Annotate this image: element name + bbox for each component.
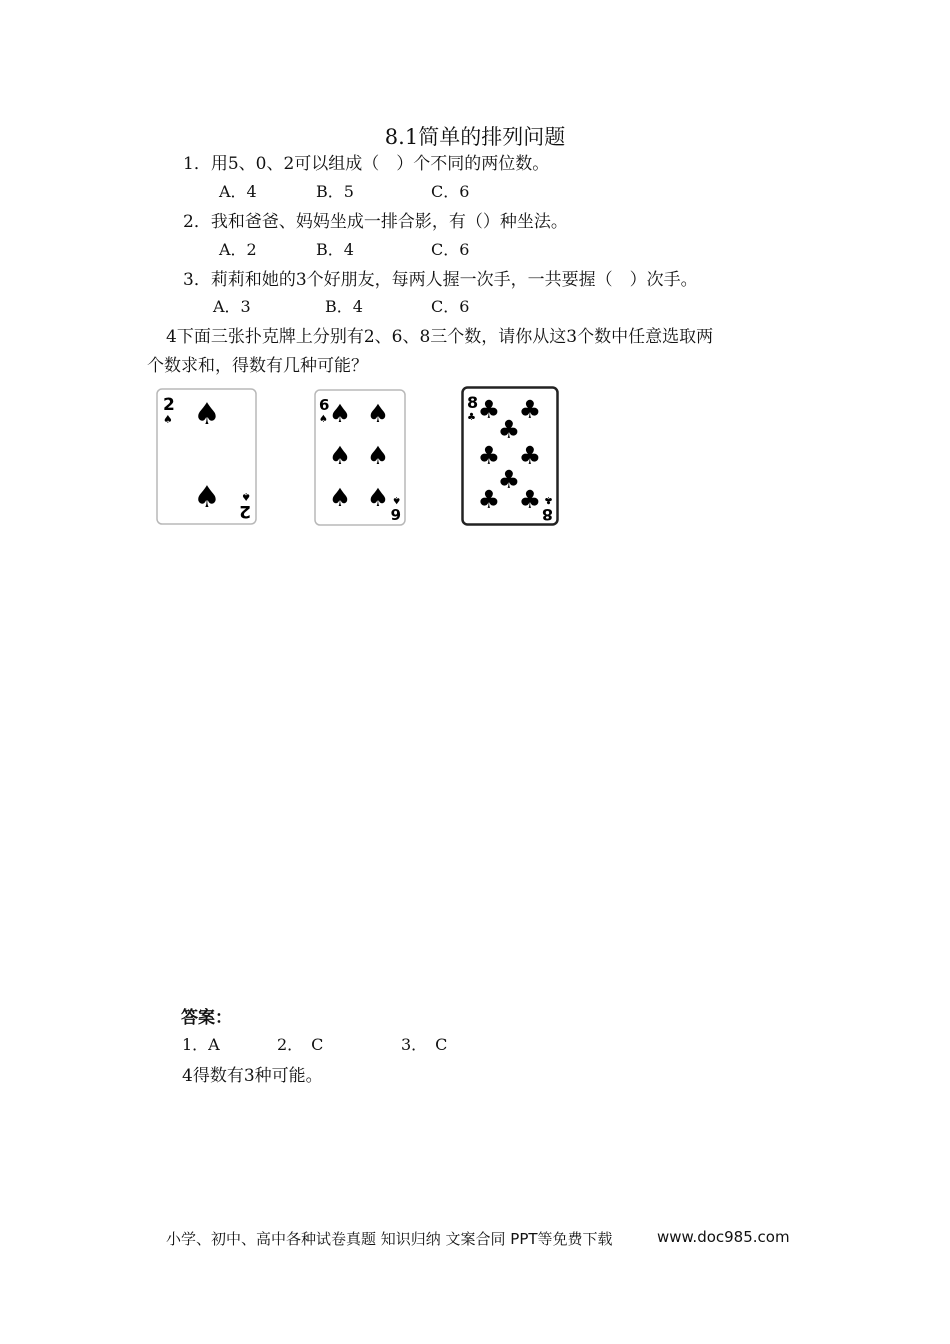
card-2-spade-icon: ♠ bbox=[328, 399, 352, 428]
card-3-club-icon: ♣ bbox=[497, 415, 521, 444]
card-2-spade-icon: ♠ bbox=[328, 441, 352, 470]
answer-3: 3． C bbox=[401, 1035, 448, 1054]
answer-1: 1．A bbox=[182, 1035, 220, 1054]
question-3-text: 3．莉莉和她的3个好朋友，每两人握一次手，一共要握（ ）次手。 bbox=[183, 270, 698, 290]
card-1-rank-top: 2 bbox=[163, 395, 175, 415]
footer-text: 小学、初中、高中各种试卷真题 知识归纳 文案合同 PPT等免费下载 bbox=[166, 1230, 613, 1248]
card-1-corner-spade-icon: ♠ bbox=[241, 490, 251, 503]
question-4-line-2: 个数求和，得数有几种可能？ bbox=[147, 356, 368, 376]
playing-card-6-spades bbox=[314, 389, 406, 526]
card-1-spade-icon: ♠ bbox=[193, 397, 221, 432]
card-3-club-icon: ♣ bbox=[518, 485, 542, 514]
question-3-option-b: B．4 bbox=[325, 297, 363, 316]
question-3-option-a: A．3 bbox=[213, 297, 251, 316]
card-2-spade-icon: ♠ bbox=[366, 483, 390, 512]
card-3-club-icon: ♣ bbox=[477, 485, 501, 514]
footer-link[interactable]: www.doc985.com bbox=[657, 1228, 790, 1246]
playing-card-2-spades bbox=[156, 388, 257, 525]
card-2-spade-icon: ♠ bbox=[366, 399, 390, 428]
card-2-corner-spade-icon: ♠ bbox=[319, 414, 328, 425]
question-4-line-1: 4下面三张扑克牌上分别有2、6、8三个数，请你从这3个数中任意选取两 bbox=[166, 327, 714, 347]
card-3-club-icon: ♣ bbox=[477, 441, 501, 470]
card-3-club-icon: ♣ bbox=[477, 395, 501, 424]
card-1-rank-bottom: 2 bbox=[239, 501, 251, 521]
question-1-option-a: A．4 bbox=[219, 182, 257, 201]
answer-4: 4得数有3种可能。 bbox=[182, 1066, 323, 1086]
answers-heading: 答案： bbox=[181, 1008, 232, 1028]
card-2-rank-bottom: 6 bbox=[390, 505, 401, 523]
question-2-text: 2．我和爸爸、妈妈坐成一排合影，有（）种坐法。 bbox=[183, 212, 568, 232]
playing-card-8-clubs bbox=[461, 386, 559, 526]
card-2-spade-icon: ♠ bbox=[328, 483, 352, 512]
card-1-corner-spade-icon: ♠ bbox=[163, 413, 173, 426]
answer-2: 2． C bbox=[277, 1035, 324, 1054]
card-3-corner-club-icon: ♣ bbox=[544, 494, 553, 505]
card-2-spade-icon: ♠ bbox=[366, 441, 390, 470]
card-3-corner-club-icon: ♣ bbox=[467, 412, 476, 423]
card-3-rank-bottom: 8 bbox=[541, 505, 553, 524]
card-3-club-icon: ♣ bbox=[497, 465, 521, 494]
question-1-option-c: C．6 bbox=[431, 182, 470, 201]
question-1-text: 1．用5、0、2可以组成（ ）个不同的两位数。 bbox=[183, 154, 550, 174]
question-2-option-b: B．4 bbox=[316, 240, 354, 259]
question-3-option-c: C．6 bbox=[431, 297, 470, 316]
card-3-rank-top: 8 bbox=[467, 393, 479, 412]
question-2-option-c: C．6 bbox=[431, 240, 470, 259]
card-1-spade-icon: ♠ bbox=[193, 480, 221, 515]
card-2-rank-top: 6 bbox=[319, 396, 330, 414]
card-2-corner-spade-icon: ♠ bbox=[392, 494, 401, 505]
question-2-option-a: A．2 bbox=[219, 240, 257, 259]
card-3-club-icon: ♣ bbox=[518, 395, 542, 424]
question-1-option-b: B．5 bbox=[316, 182, 354, 201]
page-title: 8.1简单的排列问题 bbox=[384, 125, 566, 149]
card-3-club-icon: ♣ bbox=[518, 441, 542, 470]
